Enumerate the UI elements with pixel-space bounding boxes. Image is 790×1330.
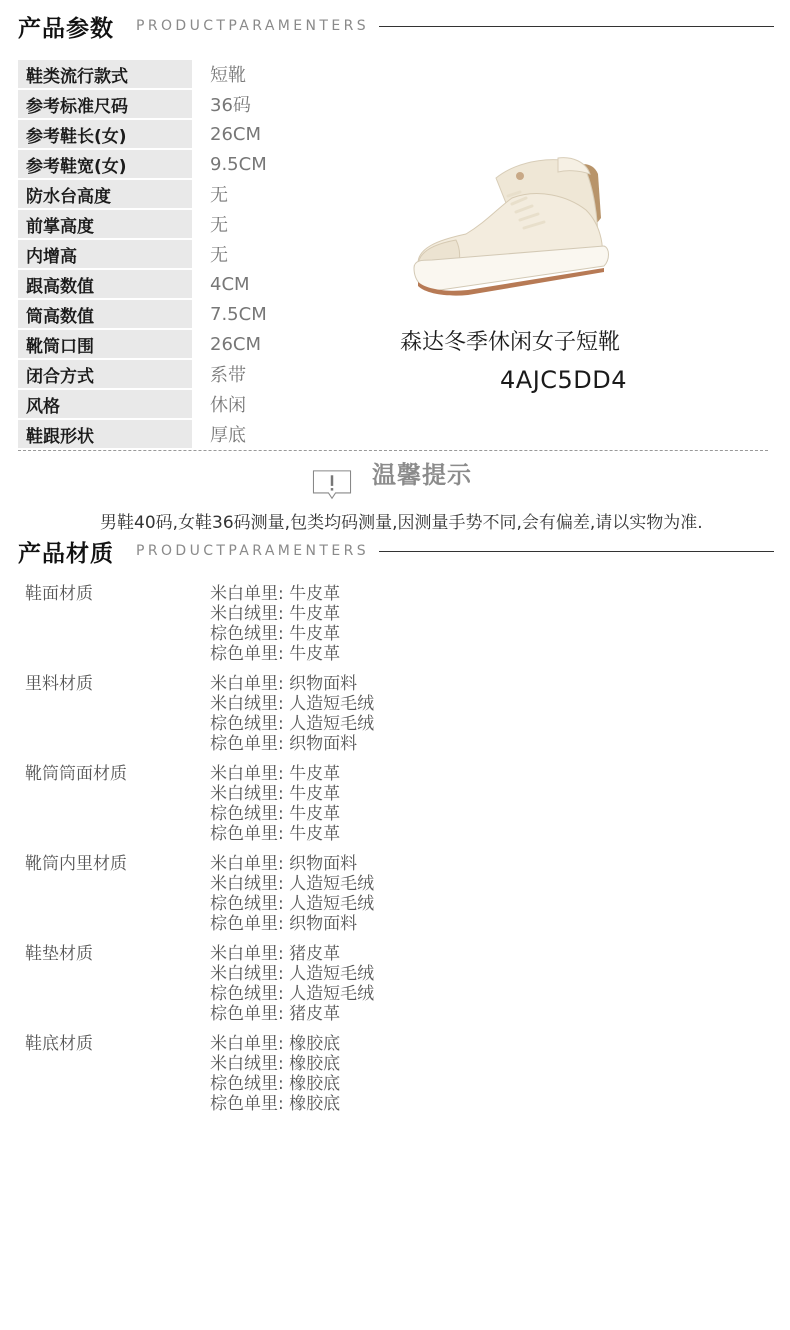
param-label: 靴筒口围: [18, 330, 192, 358]
param-value: 休闲: [210, 395, 246, 416]
param-value: 无: [210, 185, 228, 206]
param-label: 鞋类流行款式: [18, 60, 192, 88]
param-value: 7.5CM: [210, 303, 267, 325]
material-value: 棕色绒里: 牛皮革: [210, 624, 341, 644]
section-header-materials: [18, 534, 774, 568]
material-group: [25, 1034, 725, 1114]
material-label: 鞋面材质: [25, 584, 93, 604]
material-value: 米白单里: 牛皮革: [210, 584, 341, 604]
material-values: [210, 1034, 340, 1114]
param-table: [18, 60, 378, 450]
param-row: [18, 210, 378, 238]
param-row: [18, 60, 378, 88]
material-values: [210, 764, 340, 844]
material-value: 棕色绒里: 牛皮革: [210, 804, 341, 824]
material-value: 棕色单里: 织物面料: [210, 914, 358, 934]
param-label: 跟高数值: [18, 270, 192, 298]
material-values: [210, 854, 374, 934]
material-values: [210, 944, 374, 1024]
material-value: 米白单里: 猪皮革: [210, 944, 341, 964]
section-subtitle: PRODUCTPARAMENTERS: [136, 18, 370, 34]
section-header-params: [18, 9, 774, 43]
param-label: 前掌高度: [18, 210, 192, 238]
param-label: 参考鞋宽(女): [18, 150, 192, 178]
param-label: 风格: [18, 390, 192, 418]
param-label: 筒高数值: [18, 300, 192, 328]
material-value: 米白单里: 牛皮革: [210, 764, 341, 784]
tip-text: 男鞋40码,女鞋36码测量,包类均码测量,因测量手势不同,会有偏差,请以实物为准.: [100, 513, 703, 533]
material-values: [210, 674, 374, 754]
material-value: 米白绒里: 牛皮革: [210, 784, 341, 804]
section-title: 产品参数: [18, 15, 114, 42]
param-row: [18, 360, 378, 388]
param-value: 短靴: [210, 65, 246, 86]
param-row: [18, 150, 378, 178]
product-code: 4AJC5DD4: [500, 366, 628, 394]
material-value: 棕色绒里: 橡胶底: [210, 1074, 341, 1094]
section-title: 产品材质: [18, 540, 114, 567]
material-value: 米白绒里: 橡胶底: [210, 1054, 341, 1074]
section-subtitle: PRODUCTPARAMENTERS: [136, 543, 370, 559]
param-row: [18, 420, 378, 448]
material-group: [25, 854, 725, 934]
material-label: 鞋垫材质: [25, 944, 93, 964]
material-values: [210, 584, 340, 664]
material-group: [25, 764, 725, 844]
material-value: 棕色绒里: 人造短毛绒: [210, 984, 375, 1004]
material-value: 米白绒里: 牛皮革: [210, 604, 341, 624]
material-value: 棕色绒里: 人造短毛绒: [210, 894, 375, 914]
param-value: 36码: [210, 95, 251, 116]
material-value: 米白绒里: 人造短毛绒: [210, 694, 375, 714]
materials-list: [25, 584, 725, 1124]
param-value: 4CM: [210, 273, 250, 295]
param-value: 26CM: [210, 333, 262, 355]
param-label: 内增高: [18, 240, 192, 268]
material-group: [25, 584, 725, 664]
param-row: [18, 300, 378, 328]
param-row: [18, 180, 378, 208]
param-label: 参考鞋长(女): [18, 120, 192, 148]
param-row: [18, 330, 378, 358]
param-row: [18, 390, 378, 418]
material-value: 棕色单里: 牛皮革: [210, 824, 341, 844]
material-value: 棕色单里: 牛皮革: [210, 644, 341, 664]
material-value: 棕色单里: 织物面料: [210, 734, 358, 754]
param-value: 9.5CM: [210, 153, 267, 175]
param-row: [18, 90, 378, 118]
material-value: 棕色单里: 橡胶底: [210, 1094, 341, 1114]
material-value: 棕色绒里: 人造短毛绒: [210, 714, 375, 734]
tip-title: 温馨提示: [372, 461, 472, 489]
param-label: 防水台高度: [18, 180, 192, 208]
section-divider: [379, 26, 774, 27]
material-value: 米白单里: 橡胶底: [210, 1034, 341, 1054]
param-label: 闭合方式: [18, 360, 192, 388]
param-row: [18, 120, 378, 148]
param-value: 无: [210, 245, 228, 266]
material-value: 米白单里: 织物面料: [210, 854, 358, 874]
material-group: [25, 944, 725, 1024]
param-row: [18, 240, 378, 268]
product-name: 森达冬季休闲女子短靴: [400, 330, 621, 355]
param-value: 无: [210, 215, 228, 236]
material-group: [25, 674, 725, 754]
material-value: 米白单里: 织物面料: [210, 674, 358, 694]
param-value: 系带: [210, 365, 246, 386]
material-label: 靴筒内里材质: [25, 854, 127, 874]
dashed-divider: [18, 450, 768, 451]
material-label: 鞋底材质: [25, 1034, 93, 1054]
param-label: 参考标准尺码: [18, 90, 192, 118]
param-row: [18, 270, 378, 298]
material-label: 里料材质: [25, 674, 93, 694]
material-label: 靴筒筒面材质: [25, 764, 127, 784]
material-value: 棕色单里: 猪皮革: [210, 1004, 341, 1024]
section-divider: [379, 551, 774, 552]
material-value: 米白绒里: 人造短毛绒: [210, 964, 375, 984]
param-value: 26CM: [210, 123, 262, 145]
warning-bubble-icon: [310, 470, 354, 500]
param-label: 鞋跟形状: [18, 420, 192, 448]
param-value: 厚底: [210, 425, 246, 446]
material-value: 米白绒里: 人造短毛绒: [210, 874, 375, 894]
shoe-image: [408, 148, 618, 303]
